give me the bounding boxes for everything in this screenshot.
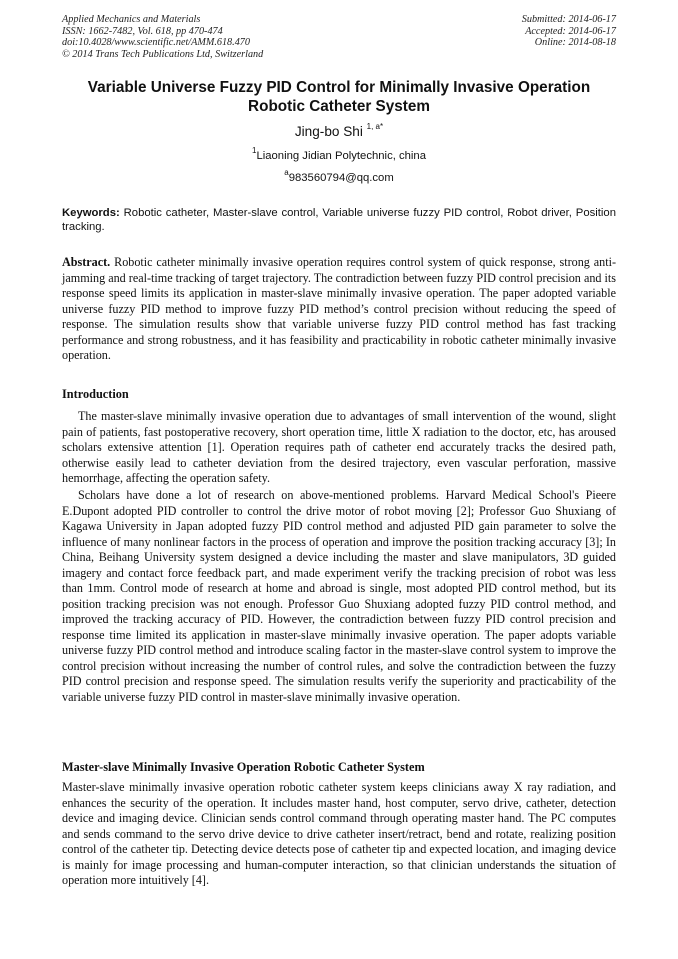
accepted-date: Accepted: 2014-06-17 [525, 25, 616, 37]
abstract-text: Robotic catheter minimally invasive operation requires control system of quick response, strong anti-jamming and real-time tracking of target trajectory. The contradiction between fuzzy PID control precision and its response speed limits its application in master-slave minimally invasive operation. The paper adopted variable universe fuzzy PID method to improve fuzzy PID method’s control precision without reducing the speed of response. The simulation results show that variable universe fuzzy PID control method has fast tracking performance and strong robustness, and it has feasibility and practicability in robotic catheter minimally invasive operation. [62, 255, 616, 362]
author-name: Jing-bo Shi [294, 124, 363, 139]
journal-doi: doi:10.4028/www.scientific.net/AMM.618.470 [62, 37, 250, 49]
keywords [62, 206, 616, 235]
affiliation-text: Liaoning Jidian Polytechnic, china [256, 150, 427, 162]
keywords-label: Keywords: [62, 207, 120, 219]
journal-copyright: © 2014 Trans Tech Publications Ltd, Switzerland [62, 48, 264, 60]
submitted-date: Submitted: 2014-06-17 [521, 14, 616, 25]
journal-name: Applied Mechanics and Materials [62, 14, 201, 25]
journal-issn: ISSN: 1662-7482, Vol. 618, pp 470-474 [62, 25, 223, 37]
affiliation-superscript: 1 [251, 146, 257, 156]
journal-info [62, 14, 263, 60]
affiliation [62, 146, 616, 163]
abstract [62, 255, 616, 364]
introduction-paragraph-2: Scholars have done a lot of research on above-mentioned problems. Harvard Medical School's Pieere E.Dupont adopted PID controller to control the drive motor of robot moving [2]; Professor Guo Shuxiang of Kagawa University in Japan adopted fuzzy PID control method and adjusted PID gain parameter to solve the influence of many nonlinear factors in the process of operation and improve the position tracking accuracy [3]; In China, Beihang University system designed a device including the master and slave manipulators, 3D guided imagery and contact force feedback part, and made experiment verify the tracking precision of robot was less than 1mm. Control mode of research at home and abroad is single, most adopted PID control method, but its position tracking precision was not enough. Professor Guo Shuxiang adopted fuzzy PID control method, and improved the tracking accuracy of PID. However, the contradiction between fuzzy PID control precision and response time limited its application in master-slave minimally invasive operation. The paper adopts variable universe fuzzy PID control method and introduce scaling factor in the master-slave control system to improve the control precision without increasing the number of control rules, and solve the contradiction between the fuzzy PID control precision and response speed. The simulation results verify the superiority and practicability of the variable universe fuzzy PID control in master-slave minimally invasive operation. [62, 488, 616, 704]
master-slave-heading: Master-slave Minimally Invasive Operation Robotic Catheter System [62, 760, 425, 774]
paper-title: Variable Universe Fuzzy PID Control for Minimally Invasive Operation Robotic Catheter System [87, 79, 591, 115]
introduction-paragraph-1: The master-slave minimally invasive operation due to advantages of small intervention of the wound, slight pain of patients, fast postoperative recovery, short operation time, little X radiation to the doctor, etc, has aroused scholars extensive attention [1]. Operation requires path of catheter end accurately tracks the desired path, otherwise easily lead to catheter deviation from the desired trajectory, even vascular perforation, massive hemorrhage, affecting the operation safety. [62, 409, 616, 485]
abstract-label: Abstract. [62, 255, 111, 269]
keywords-text: Robotic catheter, Master-slave control, Variable universe fuzzy PID control, Robot driver, Position tracking. [62, 207, 616, 234]
introduction-heading: Introduction [62, 387, 129, 401]
email-text: 983560794@qq.com [288, 172, 394, 184]
author-line [62, 124, 616, 140]
author-email [62, 168, 616, 185]
master-slave-paragraph-1: Master-slave minimally invasive operation robotic catheter system keeps clinicians away X ray radiation, and enhances the security of the operation. It includes master hand, host computer, servo drive, catheter, detection device and imaging device. Clinician sends control command through operating master hand. The PC computes and sends command to the servo drive device to drive catheter insert/retract, bend and rotate, realizing position control of the catheter tip. Detecting device detects pose of catheter tip and expected location, and imaging device is mainly for image processing and human-computer interaction, so that clinician understands the situation of operation more intuitively [4]. [62, 780, 616, 887]
email-superscript: a [284, 168, 289, 178]
author-superscript: 1, a* [366, 122, 384, 132]
online-date: Online: 2014-08-18 [534, 37, 616, 49]
publication-dates [522, 14, 616, 49]
